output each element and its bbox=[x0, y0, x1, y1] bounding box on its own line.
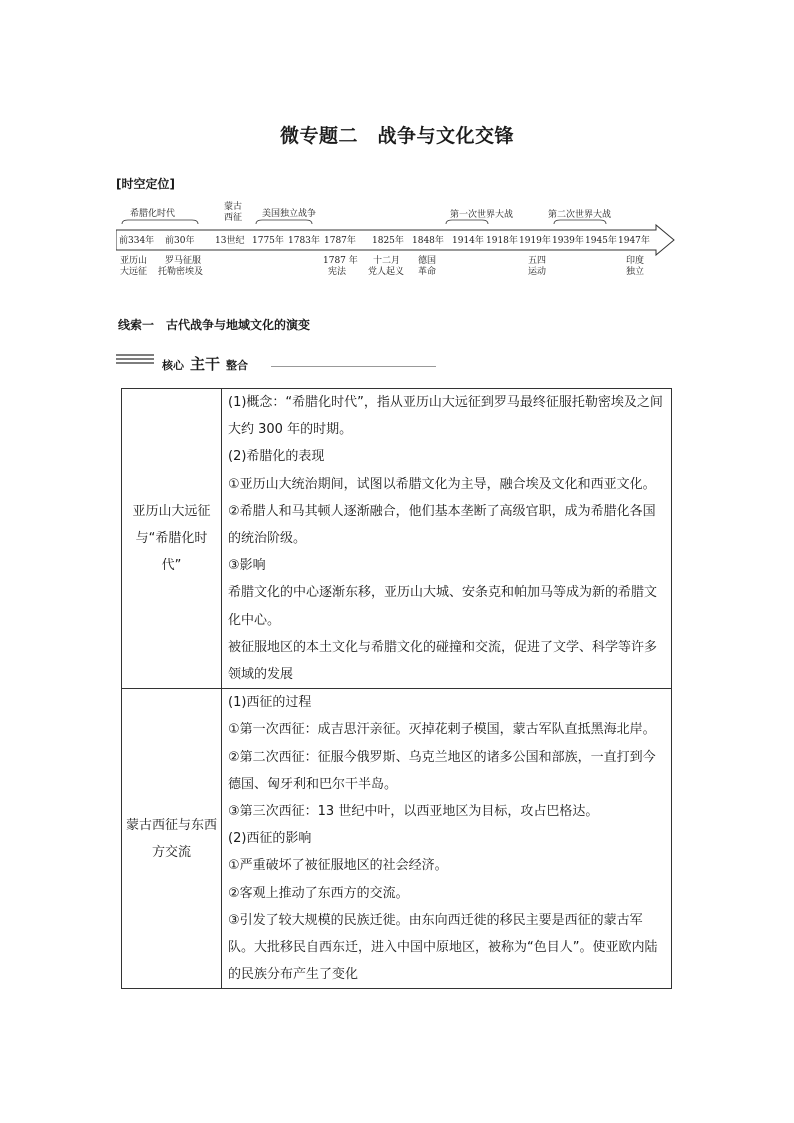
content-line: 希腊文化的中心逐渐东移，亚历山大城、安条克和帕加马等成为新的希腊文化中心。 bbox=[228, 585, 658, 628]
span-brace-ww2 bbox=[554, 220, 606, 224]
event-1-line1: 罗马征服 bbox=[165, 256, 202, 266]
content-line: 被征服地区的本土文化与希腊文化的碰撞和交流，促进了文学、科学等许多领域的发展 bbox=[228, 639, 658, 683]
banner-middle: 主干 bbox=[190, 355, 221, 373]
content-line: (2)希腊化的表现 bbox=[228, 449, 325, 465]
content-line: ③第三次西征：13 世纪中叶，以西亚地区为目标，攻占巴格达。 bbox=[228, 804, 599, 820]
clue-title: 线索一 古代战争与地域文化的演变 bbox=[118, 318, 311, 332]
content-line: ②客观上推动了东西方的交流。 bbox=[228, 885, 409, 901]
date-10: 1919年 bbox=[519, 236, 551, 246]
event-6-line2: 独立 bbox=[626, 267, 645, 277]
event-4-line1: 德国 bbox=[418, 256, 437, 266]
date-3: 1775年 bbox=[252, 236, 284, 246]
timeline bbox=[116, 196, 678, 280]
date-13: 1947年 bbox=[618, 236, 650, 246]
span-label-hellenistic: 希腊化时代 bbox=[130, 209, 176, 219]
event-4-line2: 革命 bbox=[418, 267, 437, 277]
date-1: 前30年 bbox=[165, 236, 195, 246]
event-0-line1: 亚历山 bbox=[120, 256, 148, 266]
date-5: 1787年 bbox=[324, 236, 356, 246]
table-row bbox=[122, 389, 672, 689]
date-11: 1939年 bbox=[552, 236, 584, 246]
event-0-line2: 大远征 bbox=[120, 267, 148, 277]
span-label-mongol-2: 西征 bbox=[224, 213, 243, 223]
event-1-line2: 托勒密埃及 bbox=[158, 267, 204, 277]
span-label-ww1: 第一次世界大战 bbox=[450, 210, 514, 220]
event-5-line2: 运动 bbox=[528, 267, 547, 277]
topic-cell: 亚历山大远征与“希腊化时代” bbox=[122, 389, 222, 689]
event-3-line2: 党人起义 bbox=[368, 267, 405, 277]
event-3-line1: 十二月 bbox=[373, 256, 401, 266]
content-line: ①严重破坏了被征服地区的社会经济。 bbox=[228, 858, 448, 874]
span-brace-ww1 bbox=[446, 220, 488, 224]
span-label-american: 美国独立战争 bbox=[262, 209, 317, 219]
section-label: [时空定位] bbox=[116, 177, 175, 191]
event-2-line2: 宪法 bbox=[328, 267, 347, 277]
content-line: (1)西征的过程 bbox=[228, 695, 312, 711]
banner-left: 核心 bbox=[162, 359, 184, 372]
date-0: 前334年 bbox=[119, 236, 155, 246]
date-4: 1783年 bbox=[288, 236, 320, 246]
content-line: (2)西征的影响 bbox=[228, 831, 312, 847]
content-line: ②希腊人和马其顿人逐渐融合，他们基本垄断了高级官职，成为希腊化各国的统治阶级。 bbox=[228, 503, 656, 547]
page-title: 微专题二 战争与文化交锋 bbox=[279, 125, 514, 147]
span-label-ww2: 第二次世界大战 bbox=[548, 210, 612, 220]
event-6-line1: 印度 bbox=[626, 256, 645, 266]
span-brace-hellenistic bbox=[122, 220, 198, 224]
banner-right: 整合 bbox=[226, 359, 249, 372]
content-line: ③引发了较大规模的民族迁徙。由东向西迁徙的移民主要是西征的蒙古军队。大批移民自西东迁，进入中国中原地区，被称为“色目人”。使亚欧内陆的民族分布产生了变化 bbox=[228, 912, 658, 983]
banner-text bbox=[162, 353, 248, 374]
content-cell bbox=[222, 389, 672, 689]
content-line: ②第二次西征：征服今俄罗斯、乌克兰地区的诸多公国和部族，一直打到今德国、匈牙利和巴尔干半岛。 bbox=[228, 749, 656, 792]
event-5-line1: 五四 bbox=[528, 256, 547, 266]
banner-stripes bbox=[116, 354, 154, 366]
span-label-mongol-1: 蒙古 bbox=[224, 202, 243, 212]
date-9: 1918年 bbox=[486, 236, 518, 246]
table-row bbox=[122, 689, 672, 989]
date-12: 1945年 bbox=[585, 236, 617, 246]
content-line: ③影响 bbox=[228, 558, 266, 574]
content-line: ①亚历山大统治期间，试图以希腊文化为主导，融合埃及文化和西亚文化。 bbox=[228, 476, 656, 492]
date-6: 1825年 bbox=[372, 236, 404, 246]
content-table bbox=[121, 388, 672, 989]
content-cell bbox=[222, 689, 672, 989]
event-2-line1: 1787 年 bbox=[323, 256, 358, 266]
core-banner bbox=[116, 350, 436, 372]
topic-cell: 蒙古西征与东西方交流 bbox=[122, 689, 222, 989]
span-brace-american bbox=[256, 220, 312, 224]
date-2: 13世纪 bbox=[215, 236, 245, 246]
date-8: 1914年 bbox=[452, 236, 484, 246]
banner-divider bbox=[271, 366, 436, 367]
content-line: (1)概念：“希腊化时代”，指从亚历山大远征到罗马最终征服托勒密埃及之间大约 300 年的时期。 bbox=[228, 395, 663, 438]
content-line: ①第一次西征：成吉思汗亲征。灭掉花剌子模国，蒙古军队直抵黑海北岸。 bbox=[228, 722, 656, 738]
date-7: 1848年 bbox=[412, 236, 444, 246]
